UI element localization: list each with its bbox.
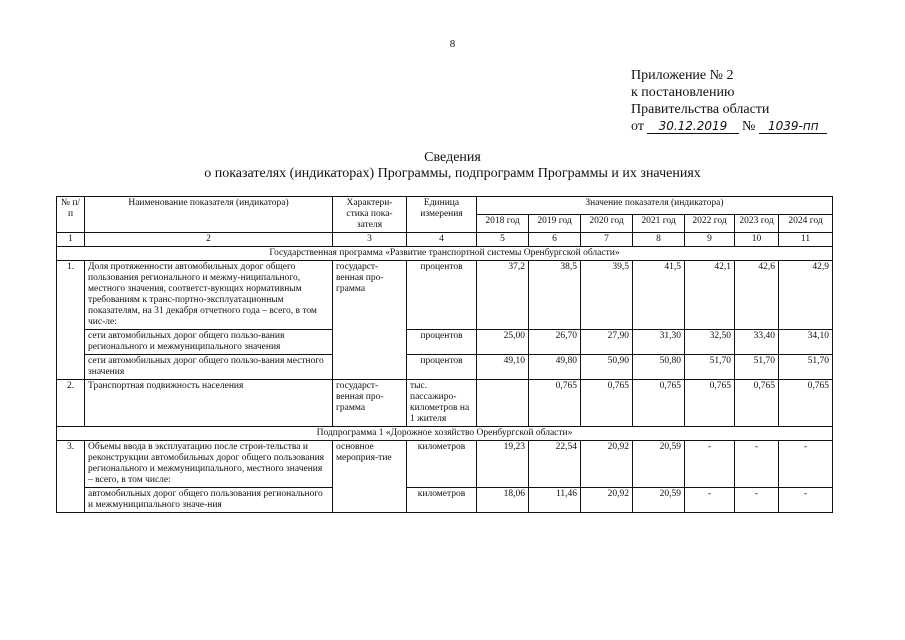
number-prefix: № [741,119,756,134]
indicator-unit: тыс. пассажиро-километров на 1 жителя [407,380,477,427]
header-year: 2022 год [685,215,735,233]
value-cell: 39,5 [581,261,633,330]
indicator-unit: процентов [407,355,477,380]
value-cell: 22,54 [529,441,581,488]
value-cell: 41,5 [633,261,685,330]
column-number: 9 [685,233,735,247]
header-year: 2024 год [779,215,833,233]
value-cell: 42,1 [685,261,735,330]
value-cell: 0,765 [685,380,735,427]
indicator-unit: процентов [407,330,477,355]
section-title-program: Государственная программа «Развитие транспортной системы Оренбургской области» [57,247,833,261]
appendix-line-2: к постановлению [631,85,735,100]
header-year: 2020 год [581,215,633,233]
section-title-subprogram: Подпрограмма 1 «Дорожное хозяйство Оренбургской области» [57,427,833,441]
column-numbers-row [57,233,833,247]
column-number: 3 [333,233,407,247]
header-name: Наименование показателя (индикатора) [85,197,333,233]
section-row-program [57,247,833,261]
value-cell: 0,765 [633,380,685,427]
column-number: 5 [477,233,529,247]
value-cell: 50,80 [633,355,685,380]
value-cell: 49,10 [477,355,529,380]
indicator-characteristic: государст-венная про-грамма [333,380,407,427]
table-row [57,441,833,488]
value-cell: 31,30 [633,330,685,355]
value-cell: 32,50 [685,330,735,355]
value-cell: 20,92 [581,488,633,513]
table-row [57,488,833,513]
indicator-characteristic: основное мероприя-тие [333,441,407,513]
value-cell: 20,59 [633,488,685,513]
table-row [57,355,833,380]
appendix-line-3: Правительства области [631,102,770,117]
value-cell: 42,6 [735,261,779,330]
value-cell: - [685,441,735,488]
handwritten-number: 1039-пп [759,120,827,134]
value-cell: 0,765 [581,380,633,427]
value-cell [477,380,529,427]
header-year: 2018 год [477,215,529,233]
value-cell: - [779,488,833,513]
column-number: 10 [735,233,779,247]
value-cell: 34,10 [779,330,833,355]
heading-subtitle: о показателях (индикаторах) Программы, подпрограмм Программы и их значениях [204,166,701,181]
value-cell: 51,70 [685,355,735,380]
column-number: 1 [57,233,85,247]
value-cell: 11,46 [529,488,581,513]
page-number: 8 [449,38,456,50]
heading-title: Сведения [424,150,481,165]
column-number: 6 [529,233,581,247]
indicator-name: автомобильных дорог общего пользования регионального и межмуниципального значе-ния [85,488,333,513]
header-year: 2023 год [735,215,779,233]
value-cell: 27,90 [581,330,633,355]
column-number: 2 [85,233,333,247]
value-cell: 26,70 [529,330,581,355]
table-row [57,330,833,355]
indicator-name: Объемы ввода в эксплуатацию после строи-тельства и реконструкции автомобильных дорог общего пользования регионального и межмуниципального, местного значения – всего, в том числе: [85,441,333,488]
value-cell: 51,70 [779,355,833,380]
indicator-name: сети автомобильных дорог общего пользо-вания регионального и межмуниципального значения [85,330,333,355]
header-num: № п/п [57,197,85,233]
indicator-characteristic: государст-венная про-грамма [333,261,407,380]
appendix-date-line [631,118,827,135]
value-cell: 20,92 [581,441,633,488]
value-cell: - [735,441,779,488]
row-number: 3. [57,441,85,513]
section-row-subprogram [57,427,833,441]
header-characteristic: Характери-стика пока-зателя [333,197,407,233]
value-cell: 42,9 [779,261,833,330]
handwritten-date: 30.12.2019 [647,120,739,134]
column-number: 4 [407,233,477,247]
indicator-unit: процентов [407,261,477,330]
indicators-table [56,196,833,513]
value-cell: 38,5 [529,261,581,330]
value-cell: 37,2 [477,261,529,330]
value-cell: 51,70 [735,355,779,380]
document-heading [0,150,905,182]
value-cell: 18,06 [477,488,529,513]
indicator-unit: километров [407,488,477,513]
value-cell: 0,765 [735,380,779,427]
value-cell: 49,80 [529,355,581,380]
header-year: 2021 год [633,215,685,233]
value-cell: 20,59 [633,441,685,488]
value-cell: - [685,488,735,513]
header-row-1 [57,197,833,215]
row-number: 2. [57,380,85,427]
header-year: 2019 год [529,215,581,233]
column-number: 7 [581,233,633,247]
row-number: 1. [57,261,85,380]
value-cell: - [735,488,779,513]
column-number: 11 [779,233,833,247]
header-unit: Единица измерения [407,197,477,233]
column-number: 8 [633,233,685,247]
indicator-name: Транспортная подвижность населения [85,380,333,427]
header-values-group: Значение показателя (индикатора) [477,197,833,215]
value-cell: 0,765 [529,380,581,427]
value-cell: 25,00 [477,330,529,355]
appendix-line-1: Приложение № 2 [631,68,734,83]
date-prefix: от [631,119,644,134]
value-cell: - [779,441,833,488]
value-cell: 19,23 [477,441,529,488]
table-row [57,261,833,330]
value-cell: 33,40 [735,330,779,355]
indicator-unit: километров [407,441,477,488]
indicator-name: сети автомобильных дорог общего пользо-вания местного значения [85,355,333,380]
value-cell: 50,90 [581,355,633,380]
appendix-block [631,67,827,135]
value-cell: 0,765 [779,380,833,427]
indicator-name: Доля протяженности автомобильных дорог общего пользования регионального и межму-ниципального, местного значения, соответст-вующих нормативным требованиям к транс-портно-эксплуатационным показателям, на 31 декабря отчетного года – всего, в том чис-ле: [85,261,333,330]
table-row [57,380,833,427]
